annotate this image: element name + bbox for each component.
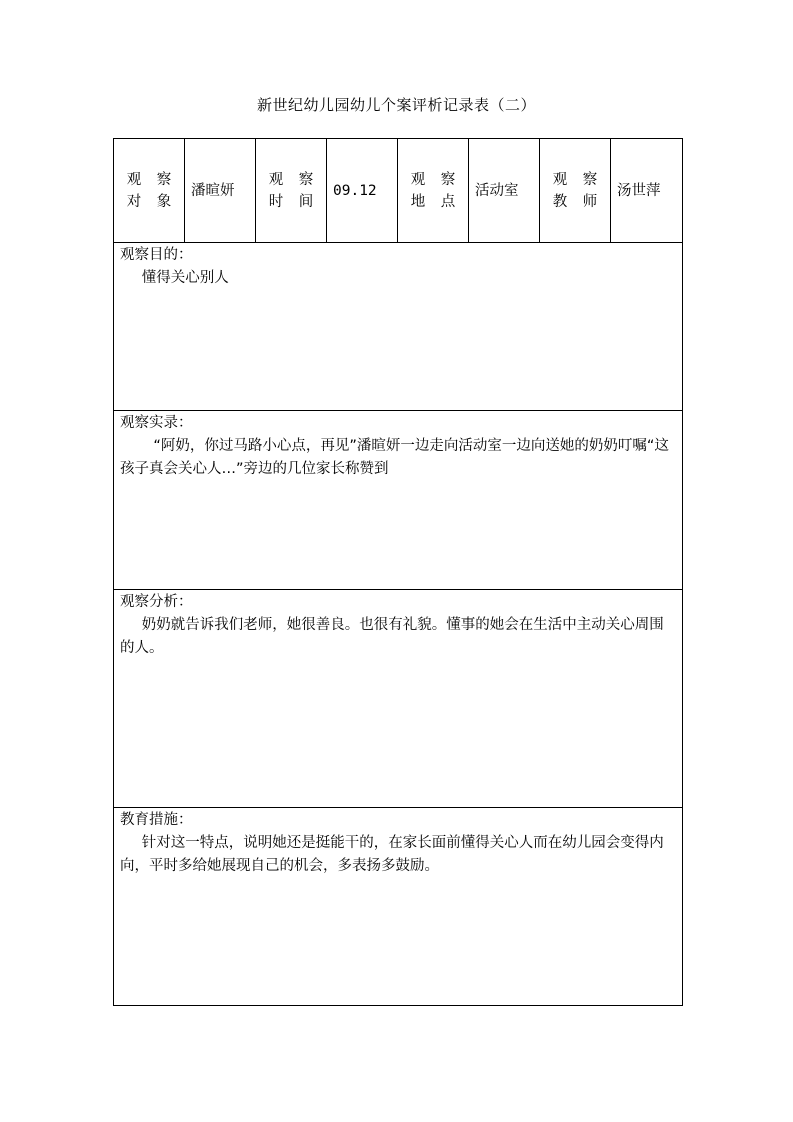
- record-table: [113, 138, 683, 1006]
- place-label-char: 地: [410, 193, 426, 210]
- purpose-section: [114, 243, 683, 411]
- measures-row: [114, 808, 683, 1006]
- purpose-row: [114, 243, 683, 411]
- purpose-label: 观察目的：: [120, 247, 193, 263]
- teacher-label-cell: [540, 139, 611, 243]
- subject-label-cell: [114, 139, 185, 243]
- time-label-char: 时: [268, 193, 284, 210]
- record-label: 观察实录：: [120, 415, 193, 431]
- purpose-body: 懂得关心别人: [141, 270, 229, 286]
- time-label-char: 观: [268, 171, 284, 188]
- analysis-body: 奶奶就告诉我们老师，她很善良。也很有礼貌。懂事的她会在生活中主动关心周围的人。: [120, 617, 664, 656]
- teacher-label-char: 察: [582, 171, 598, 188]
- measures-section: [114, 808, 683, 1006]
- record-section: [114, 411, 683, 590]
- teacher-value: 汤世萍: [611, 139, 683, 243]
- subject-value: 潘暄妍: [185, 139, 256, 243]
- measures-body: 针对这一特点，说明她还是挺能干的，在家长面前懂得关心人而在幼儿园会变得内向，平时多给她展现自己的机会，多表扬多鼓励。: [120, 835, 664, 874]
- subject-label-char: 察: [156, 171, 172, 188]
- analysis-row: [114, 590, 683, 808]
- subject-label-char: 对: [126, 193, 142, 210]
- time-label-cell: [256, 139, 327, 243]
- place-label-char: 点: [440, 193, 456, 210]
- teacher-label-char: 教: [552, 193, 568, 210]
- header-row: [114, 139, 683, 243]
- record-row: [114, 411, 683, 590]
- analysis-section: [114, 590, 683, 808]
- page-title: 新世纪幼儿园幼儿个案评析记录表（二）: [256, 96, 536, 114]
- place-label-char: 观: [410, 171, 426, 188]
- record-body: “阿奶，你过马路小心点，再见”潘暄妍一边走向活动室一边向送她的奶奶叮嘱“这孩子真会关心人…”旁边的几位家长称赞到: [120, 438, 669, 477]
- subject-label-char: 观: [126, 171, 142, 188]
- time-label-char: 间: [298, 193, 314, 210]
- time-label-char: 察: [298, 171, 314, 188]
- subject-label-char: 象: [156, 193, 172, 210]
- teacher-label-char: 观: [552, 171, 568, 188]
- measures-label: 教育措施：: [120, 812, 193, 828]
- analysis-label: 观察分析：: [120, 594, 193, 610]
- place-label-char: 察: [440, 171, 456, 188]
- teacher-label-char: 师: [582, 193, 598, 210]
- place-value: 活动室: [469, 139, 540, 243]
- time-value: 09.12: [327, 139, 398, 243]
- place-label-cell: [398, 139, 469, 243]
